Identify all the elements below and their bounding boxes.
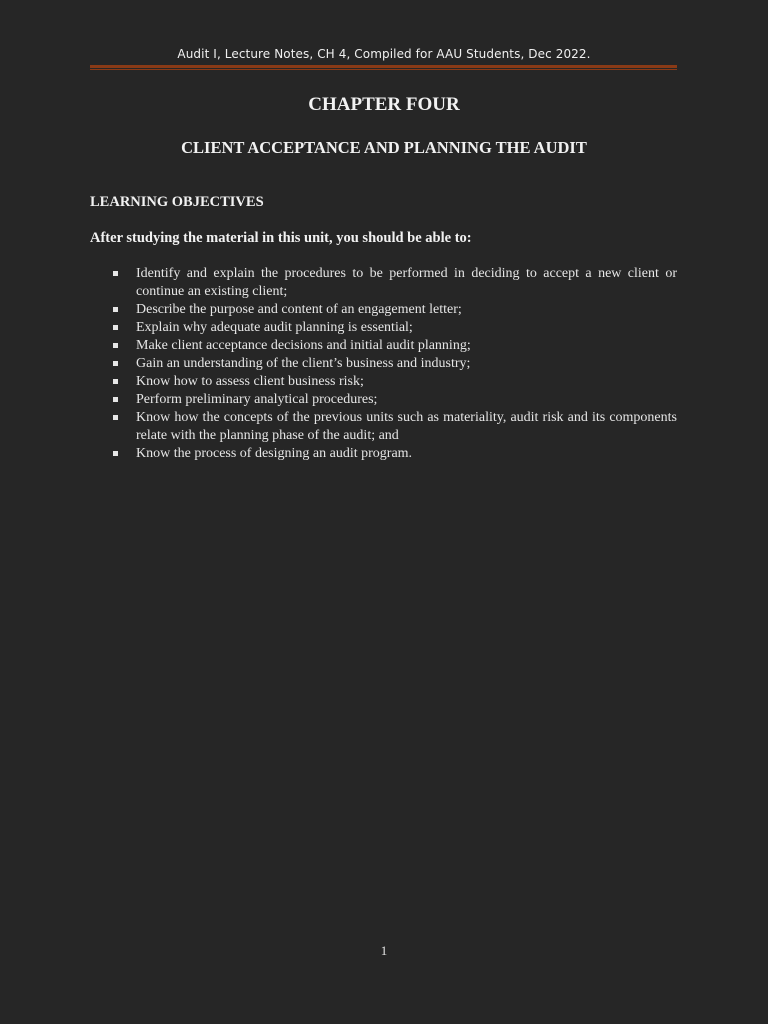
chapter-title: CHAPTER FOUR (308, 94, 460, 115)
list-item (112, 373, 677, 391)
list-item (112, 409, 677, 445)
square-bullet-icon (113, 451, 118, 456)
list-item-text: Know the process of designing an audit program. (136, 446, 413, 461)
learning-objectives-intro: After studying the material in this unit, you should be able to: (90, 230, 472, 246)
square-bullet-icon (113, 397, 118, 402)
list-item (112, 445, 677, 463)
page-number: 1 (380, 943, 388, 958)
list-item-text: Explain why adequate audit planning is essential; (136, 320, 413, 335)
square-bullet-icon (113, 307, 118, 312)
square-bullet-icon (113, 415, 118, 420)
square-bullet-icon (113, 325, 118, 330)
list-item (112, 355, 677, 373)
list-item (112, 337, 677, 355)
list-item-text: Gain an understanding of the client’s business and industry; (136, 356, 471, 371)
list-item-text: Describe the purpose and content of an engagement letter; (136, 302, 462, 317)
list-item-text: Know how to assess client business risk; (136, 374, 364, 389)
running-header: Audit I, Lecture Notes, CH 4, Compiled for AAU Students, Dec 2022. (177, 47, 591, 61)
square-bullet-icon (113, 271, 118, 276)
list-item-text: Make client acceptance decisions and initial audit planning; (136, 338, 471, 353)
square-bullet-icon (113, 343, 118, 348)
header-rule (90, 65, 677, 70)
list-item (112, 301, 677, 319)
chapter-subtitle: CLIENT ACCEPTANCE AND PLANNING THE AUDIT (181, 138, 587, 157)
learning-objectives-heading: LEARNING OBJECTIVES (90, 194, 264, 210)
objectives-list (112, 265, 677, 463)
list-item (112, 319, 677, 337)
list-item (112, 265, 677, 301)
list-item-text: Know how the concepts of the previous units such as materiality, audit risk and its components relate with the planning phase of the audit; and (136, 410, 677, 443)
list-item (112, 391, 677, 409)
list-item-text: Perform preliminary analytical procedures; (136, 392, 378, 407)
square-bullet-icon (113, 361, 118, 366)
square-bullet-icon (113, 379, 118, 384)
list-item-text: Identify and explain the procedures to be performed in deciding to accept a new client or continue an existing client; (136, 266, 677, 299)
